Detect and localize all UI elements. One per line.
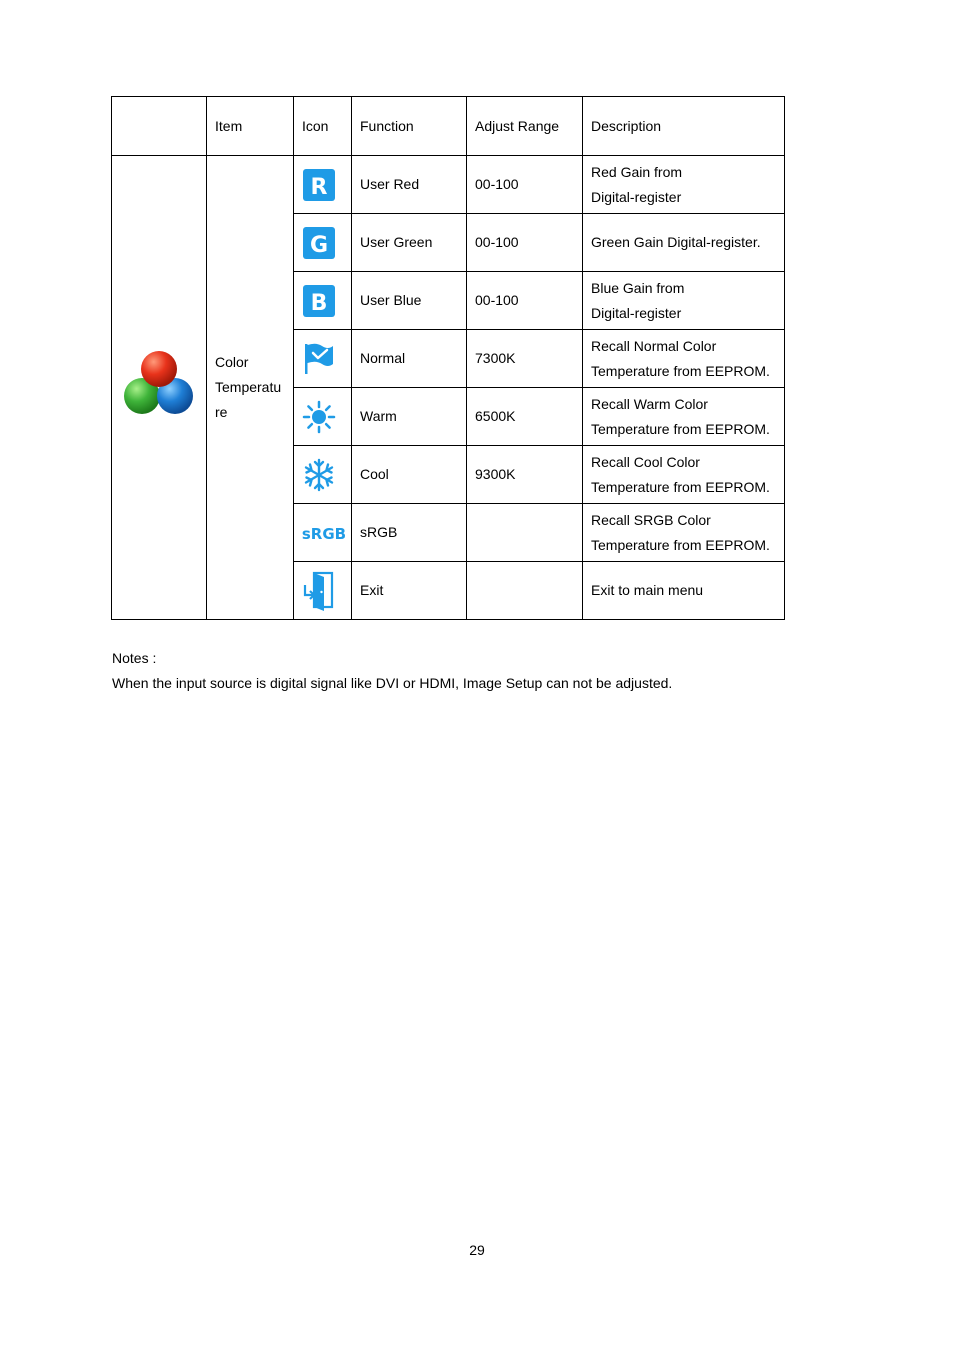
icon-cell	[294, 330, 352, 388]
svg-text:G: G	[309, 232, 329, 258]
header-function: Function	[352, 97, 467, 156]
icon-cell	[294, 156, 352, 214]
range-cell: 6500K	[467, 388, 583, 446]
header-item: Item	[207, 97, 294, 156]
description-line: Recall Normal Color	[591, 337, 717, 354]
item-label-line: Color	[215, 354, 249, 370]
function-cell: sRGB	[352, 504, 467, 562]
item-label-line: Temperatu	[215, 379, 282, 395]
item-label-line: re	[215, 404, 228, 420]
header-adjust-range: Adjust Range	[467, 97, 583, 156]
icon-cell	[294, 272, 352, 330]
user-red-icon	[302, 168, 336, 202]
function-cell: User Blue	[352, 272, 467, 330]
function-cell: Exit	[352, 562, 467, 620]
range-cell: 00-100	[467, 156, 583, 214]
svg-text:sRGB: sRGB	[301, 524, 347, 543]
function-cell: Cool	[352, 446, 467, 504]
notes-title: Notes :	[112, 650, 157, 666]
description-line: Digital-register	[591, 304, 682, 321]
user-blue-icon	[302, 284, 336, 318]
function-cell: Normal	[352, 330, 467, 388]
table-row	[112, 156, 785, 214]
description-cell	[583, 562, 785, 620]
icon-cell	[294, 214, 352, 272]
svg-text:R: R	[310, 174, 328, 200]
icon-cell	[294, 562, 352, 620]
description-cell	[583, 156, 785, 214]
header-icon: Icon	[294, 97, 352, 156]
description-cell	[583, 446, 785, 504]
page-number: 29	[469, 1242, 485, 1258]
osd-function-table	[111, 96, 785, 620]
notes-section	[112, 646, 672, 696]
description-line: Temperature from EEPROM.	[591, 478, 770, 495]
function-cell: User Green	[352, 214, 467, 272]
description-line: Recall Warm Color	[591, 395, 708, 412]
description-line: Digital-register	[591, 188, 682, 205]
header-empty-cell	[112, 97, 207, 156]
table-header-row	[112, 97, 785, 156]
description-line: Exit to main menu	[591, 582, 704, 598]
description-cell	[583, 388, 785, 446]
svg-text:B: B	[310, 290, 328, 316]
description-cell	[583, 504, 785, 562]
header-description: Description	[583, 97, 785, 156]
function-cell: User Red	[352, 156, 467, 214]
flag-check-icon	[302, 342, 336, 376]
range-cell	[467, 504, 583, 562]
icon-cell	[294, 446, 352, 504]
sun-icon	[302, 400, 336, 434]
range-cell: 7300K	[467, 330, 583, 388]
user-green-icon	[302, 226, 336, 260]
item-color-temperature	[207, 156, 294, 620]
exit-door-icon	[302, 571, 336, 611]
description-line: Temperature from EEPROM.	[591, 420, 770, 437]
description-line: Recall Cool Color	[591, 453, 700, 470]
description-line: Recall SRGB Color	[591, 511, 711, 528]
color-temperature-rgb-balls-icon	[122, 349, 196, 419]
icon-cell	[294, 388, 352, 446]
snowflake-icon	[302, 458, 336, 492]
description-cell	[583, 214, 785, 272]
function-cell: Warm	[352, 388, 467, 446]
srgb-icon	[300, 516, 348, 550]
notes-text: When the input source is digital signal like DVI or HDMI, Image Setup can not be adjusted.	[112, 675, 673, 691]
range-cell: 9300K	[467, 446, 583, 504]
description-line: Temperature from EEPROM.	[591, 362, 770, 379]
range-cell	[467, 562, 583, 620]
icon-cell	[294, 504, 352, 562]
description-line: Green Gain Digital-register.	[591, 234, 761, 250]
description-line: Temperature from EEPROM.	[591, 536, 770, 553]
description-cell	[583, 330, 785, 388]
color-temperature-logo-cell	[112, 156, 207, 620]
range-cell: 00-100	[467, 214, 583, 272]
range-cell: 00-100	[467, 272, 583, 330]
description-cell	[583, 272, 785, 330]
description-line: Red Gain from	[591, 163, 683, 180]
description-line: Blue Gain from	[591, 279, 685, 296]
